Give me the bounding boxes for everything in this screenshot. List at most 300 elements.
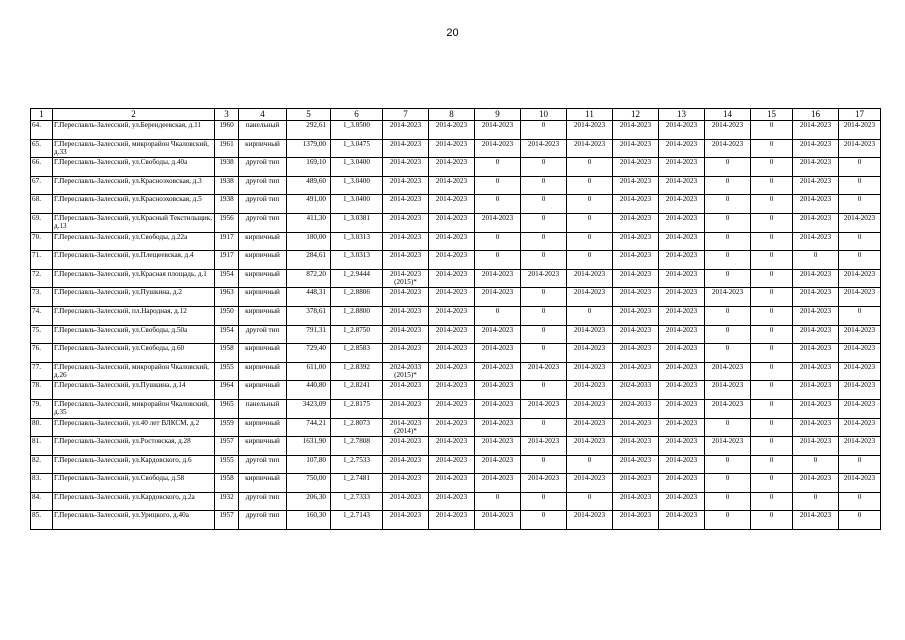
table-row xyxy=(31,362,881,381)
col-14-cell: 0 xyxy=(705,232,751,251)
col-15-cell: 0 xyxy=(751,325,793,344)
col-12-cell: 2014-2023 xyxy=(613,362,659,381)
area-cell: 491,00 xyxy=(287,195,331,214)
priority-index-cell: 1_3.0313 xyxy=(331,232,383,251)
wall-type-cell: кирпичный xyxy=(239,381,287,400)
area-cell: 206,30 xyxy=(287,492,331,511)
col-12-cell: 2014-2023 xyxy=(613,195,659,214)
build-year-cell: 1957 xyxy=(215,511,239,530)
col-11-cell: 0 xyxy=(567,195,613,214)
table-row xyxy=(31,213,881,232)
build-year-cell: 1965 xyxy=(215,399,239,418)
row-number-cell: 80. xyxy=(31,418,53,437)
wall-type-cell: другой тип xyxy=(239,492,287,511)
col-8-cell: 2014-2023 xyxy=(429,269,475,288)
col-13-cell: 2014-2023 xyxy=(659,418,705,437)
col-12-cell: 2014-2023 xyxy=(613,306,659,325)
address-cell: Г.Переславль-Залесский, микрорайон Чкаловский, д.33 xyxy=(53,139,215,158)
row-number-cell: 77. xyxy=(31,362,53,381)
col-13-cell: 2014-2023 xyxy=(659,288,705,307)
col-17-cell: 2014-2023 xyxy=(839,474,881,493)
column-header-10: 10 xyxy=(521,109,567,121)
col-11-cell: 0 xyxy=(567,158,613,177)
col-7-cell: 2014-2023 xyxy=(383,176,429,195)
build-year-cell: 1958 xyxy=(215,474,239,493)
col-15-cell: 0 xyxy=(751,474,793,493)
col-8-cell: 2014-2023 xyxy=(429,213,475,232)
col-17-cell: 2014-2023 xyxy=(839,288,881,307)
col-15-cell: 0 xyxy=(751,139,793,158)
address-cell: Г.Переславль-Залесский, ул.Свободы, д.60 xyxy=(53,344,215,363)
col-16-cell: 2014-2023 xyxy=(793,474,839,493)
address-cell: Г.Переславль-Залесский, ул.Кардовского, д.6 xyxy=(53,455,215,474)
col-9-cell: 0 xyxy=(475,251,521,270)
col-17-cell: 0 xyxy=(839,306,881,325)
col-15-cell: 0 xyxy=(751,251,793,270)
address-cell: Г.Переславль-Залесский, ул.Урицкого, д.40а xyxy=(53,511,215,530)
col-17-cell: 2014-2023 xyxy=(839,213,881,232)
build-year-cell: 1938 xyxy=(215,195,239,214)
col-12-cell: 2014-2023 xyxy=(613,269,659,288)
col-16-cell: 2014-2023 xyxy=(793,344,839,363)
priority-index-cell: 1_3.0400 xyxy=(331,158,383,177)
area-cell: 411,30 xyxy=(287,213,331,232)
col-8-cell: 2014-2023 xyxy=(429,121,475,140)
area-cell: 169,10 xyxy=(287,158,331,177)
column-header-17: 17 xyxy=(839,109,881,121)
col-10-cell: 0 xyxy=(521,511,567,530)
col-7-cell: 2014-2023 xyxy=(383,437,429,456)
col-14-cell: 0 xyxy=(705,344,751,363)
col-12-cell: 2014-2023 xyxy=(613,437,659,456)
col-14-cell: 0 xyxy=(705,474,751,493)
col-10-cell: 0 xyxy=(521,381,567,400)
wall-type-cell: кирпичный xyxy=(239,288,287,307)
col-16-cell: 0 xyxy=(793,251,839,270)
col-7-cell: 2014-2023 xyxy=(383,195,429,214)
col-7-cell: 2024-2033 (2015)* xyxy=(383,362,429,381)
wall-type-cell: кирпичный xyxy=(239,139,287,158)
build-year-cell: 1950 xyxy=(215,306,239,325)
priority-index-cell: 1_3.0400 xyxy=(331,195,383,214)
col-10-cell: 0 xyxy=(521,288,567,307)
build-year-cell: 1955 xyxy=(215,362,239,381)
priority-index-cell: 1_3.0475 xyxy=(331,139,383,158)
col-13-cell: 2014-2023 xyxy=(659,362,705,381)
col-12-cell: 2014-2023 xyxy=(613,213,659,232)
priority-index-cell: 1_3.0400 xyxy=(331,176,383,195)
col-8-cell: 2014-2023 xyxy=(429,251,475,270)
col-11-cell: 0 xyxy=(567,455,613,474)
col-8-cell: 2014-2023 xyxy=(429,232,475,251)
col-8-cell: 2014-2023 xyxy=(429,437,475,456)
table-row xyxy=(31,176,881,195)
col-8-cell: 2014-2023 xyxy=(429,511,475,530)
address-cell: Г.Переславль-Залесский, ул.Красная площадь, д.1 xyxy=(53,269,215,288)
priority-index-cell: 1_2.7333 xyxy=(331,492,383,511)
col-10-cell: 0 xyxy=(521,121,567,140)
col-11-cell: 2014-2023 xyxy=(567,474,613,493)
priority-index-cell: 1_2.8750 xyxy=(331,325,383,344)
col-11-cell: 0 xyxy=(567,213,613,232)
column-header-7: 7 xyxy=(383,109,429,121)
row-number-cell: 73. xyxy=(31,288,53,307)
col-9-cell: 2014-2023 xyxy=(475,288,521,307)
build-year-cell: 1964 xyxy=(215,381,239,400)
col-15-cell: 0 xyxy=(751,492,793,511)
header-row xyxy=(31,109,881,121)
col-17-cell: 0 xyxy=(839,176,881,195)
address-cell: Г.Переславль-Залесский, ул.Плещеевская, д.4 xyxy=(53,251,215,270)
wall-type-cell: кирпичный xyxy=(239,306,287,325)
table-row xyxy=(31,195,881,214)
col-8-cell: 2014-2023 xyxy=(429,362,475,381)
column-header-2: 2 xyxy=(53,109,215,121)
table-row xyxy=(31,437,881,456)
col-8-cell: 2014-2023 xyxy=(429,158,475,177)
row-number-cell: 85. xyxy=(31,511,53,530)
col-8-cell: 2014-2023 xyxy=(429,288,475,307)
col-9-cell: 2014-2023 xyxy=(475,474,521,493)
col-12-cell: 2014-2023 xyxy=(613,418,659,437)
build-year-cell: 1958 xyxy=(215,344,239,363)
col-10-cell: 2014-2023 xyxy=(521,399,567,418)
col-11-cell: 0 xyxy=(567,306,613,325)
column-header-9: 9 xyxy=(475,109,521,121)
col-13-cell: 2014-2023 xyxy=(659,437,705,456)
column-header-4: 4 xyxy=(239,109,287,121)
col-11-cell: 2014-2023 xyxy=(567,344,613,363)
build-year-cell: 1957 xyxy=(215,437,239,456)
col-16-cell: 2014-2023 xyxy=(793,306,839,325)
col-13-cell: 2014-2023 xyxy=(659,251,705,270)
col-8-cell: 2014-2023 xyxy=(429,381,475,400)
col-8-cell: 2014-2023 xyxy=(429,325,475,344)
col-14-cell: 2014-2023 xyxy=(705,362,751,381)
col-11-cell: 0 xyxy=(567,176,613,195)
address-cell: Г.Переславль-Залесский, ул.Пушкина, д.14 xyxy=(53,381,215,400)
build-year-cell: 1959 xyxy=(215,418,239,437)
row-number-cell: 81. xyxy=(31,437,53,456)
col-15-cell: 0 xyxy=(751,195,793,214)
column-header-8: 8 xyxy=(429,109,475,121)
col-9-cell: 0 xyxy=(475,195,521,214)
col-16-cell: 2014-2023 xyxy=(793,381,839,400)
row-number-cell: 75. xyxy=(31,325,53,344)
col-9-cell: 2014-2023 xyxy=(475,213,521,232)
col-8-cell: 2014-2023 xyxy=(429,195,475,214)
col-13-cell: 2014-2023 xyxy=(659,455,705,474)
col-8-cell: 2014-2023 xyxy=(429,139,475,158)
row-number-cell: 76. xyxy=(31,344,53,363)
area-cell: 1379,00 xyxy=(287,139,331,158)
col-9-cell: 2014-2023 xyxy=(475,381,521,400)
table-row xyxy=(31,511,881,530)
table-row xyxy=(31,325,881,344)
table-row xyxy=(31,139,881,158)
col-14-cell: 2014-2023 xyxy=(705,399,751,418)
col-13-cell: 2014-2023 xyxy=(659,269,705,288)
col-9-cell: 0 xyxy=(475,176,521,195)
area-cell: 440,80 xyxy=(287,381,331,400)
column-header-5: 5 xyxy=(287,109,331,121)
col-16-cell: 2014-2023 xyxy=(793,399,839,418)
col-8-cell: 2014-2023 xyxy=(429,306,475,325)
col-7-cell: 2014-2023 xyxy=(383,306,429,325)
address-cell: Г.Переславль-Залесский, микрорайон Чкаловский, д.26 xyxy=(53,362,215,381)
col-11-cell: 0 xyxy=(567,232,613,251)
col-10-cell: 0 xyxy=(521,158,567,177)
wall-type-cell: другой тип xyxy=(239,195,287,214)
col-7-cell: 2014-2023 (2015)* xyxy=(383,269,429,288)
col-14-cell: 2014-2023 xyxy=(705,288,751,307)
col-15-cell: 0 xyxy=(751,344,793,363)
col-12-cell: 2014-2023 xyxy=(613,474,659,493)
wall-type-cell: кирпичный xyxy=(239,418,287,437)
col-9-cell: 2014-2023 xyxy=(475,121,521,140)
priority-index-cell: 1_3.0500 xyxy=(331,121,383,140)
col-16-cell: 2014-2023 xyxy=(793,325,839,344)
col-15-cell: 0 xyxy=(751,213,793,232)
col-14-cell: 2014-2023 xyxy=(705,437,751,456)
address-cell: Г.Переславль-Залесский, ул.Ростовская, д.28 xyxy=(53,437,215,456)
col-17-cell: 2014-2023 xyxy=(839,344,881,363)
area-cell: 284,61 xyxy=(287,251,331,270)
col-11-cell: 2014-2023 xyxy=(567,437,613,456)
col-9-cell: 0 xyxy=(475,158,521,177)
col-12-cell: 2014-2023 xyxy=(613,344,659,363)
col-9-cell: 2014-2023 xyxy=(475,362,521,381)
col-15-cell: 0 xyxy=(751,437,793,456)
col-13-cell: 2014-2023 xyxy=(659,399,705,418)
row-number-cell: 82. xyxy=(31,455,53,474)
column-header-12: 12 xyxy=(613,109,659,121)
wall-type-cell: кирпичный xyxy=(239,232,287,251)
col-8-cell: 2014-2023 xyxy=(429,399,475,418)
row-number-cell: 67. xyxy=(31,176,53,195)
col-16-cell: 2014-2023 xyxy=(793,269,839,288)
row-number-cell: 72. xyxy=(31,269,53,288)
col-12-cell: 2014-2023 xyxy=(613,455,659,474)
priority-index-cell: 1_2.8392 xyxy=(331,362,383,381)
col-11-cell: 2014-2023 xyxy=(567,381,613,400)
col-13-cell: 2014-2023 xyxy=(659,325,705,344)
col-15-cell: 0 xyxy=(751,418,793,437)
col-9-cell: 2014-2023 xyxy=(475,455,521,474)
row-number-cell: 74. xyxy=(31,306,53,325)
wall-type-cell: другой тип xyxy=(239,325,287,344)
priority-index-cell: 1_2.8241 xyxy=(331,381,383,400)
address-cell: Г.Переславль-Залесский, ул.Красноэховская, д.3 xyxy=(53,176,215,195)
address-cell: Г.Переславль-Залесский, ул.Кардовского, д.2а xyxy=(53,492,215,511)
col-17-cell: 2014-2023 xyxy=(839,269,881,288)
col-7-cell: 2014-2023 xyxy=(383,158,429,177)
table-row xyxy=(31,306,881,325)
area-cell: 160,30 xyxy=(287,511,331,530)
col-14-cell: 2014-2023 xyxy=(705,381,751,400)
col-10-cell: 0 xyxy=(521,325,567,344)
column-header-16: 16 xyxy=(793,109,839,121)
col-15-cell: 0 xyxy=(751,306,793,325)
col-13-cell: 2014-2023 xyxy=(659,511,705,530)
col-14-cell: 0 xyxy=(705,269,751,288)
wall-type-cell: кирпичный xyxy=(239,251,287,270)
col-7-cell: 2014-2023 xyxy=(383,251,429,270)
wall-type-cell: панельный xyxy=(239,399,287,418)
area-cell: 750,00 xyxy=(287,474,331,493)
table-row xyxy=(31,269,881,288)
build-year-cell: 1917 xyxy=(215,232,239,251)
build-year-cell: 1961 xyxy=(215,139,239,158)
priority-index-cell: 1_2.8175 xyxy=(331,399,383,418)
col-16-cell: 2014-2023 xyxy=(793,418,839,437)
row-number-cell: 84. xyxy=(31,492,53,511)
col-12-cell: 2014-2023 xyxy=(613,121,659,140)
col-12-cell: 2014-2023 xyxy=(613,288,659,307)
col-13-cell: 2014-2023 xyxy=(659,492,705,511)
col-8-cell: 2014-2023 xyxy=(429,492,475,511)
table-row xyxy=(31,455,881,474)
col-11-cell: 2014-2023 xyxy=(567,511,613,530)
col-15-cell: 0 xyxy=(751,158,793,177)
col-12-cell: 2014-2023 xyxy=(613,325,659,344)
priority-index-cell: 1_2.8806 xyxy=(331,288,383,307)
col-7-cell: 2014-2023 xyxy=(383,474,429,493)
col-16-cell: 2014-2023 xyxy=(793,139,839,158)
col-11-cell: 0 xyxy=(567,492,613,511)
col-7-cell: 2014-2023 xyxy=(383,232,429,251)
col-9-cell: 2014-2023 xyxy=(475,399,521,418)
area-cell: 611,00 xyxy=(287,362,331,381)
col-15-cell: 0 xyxy=(751,511,793,530)
priority-index-cell: 1_2.7481 xyxy=(331,474,383,493)
table-row xyxy=(31,251,881,270)
wall-type-cell: другой тип xyxy=(239,511,287,530)
priority-index-cell: 1_2.7808 xyxy=(331,437,383,456)
col-13-cell: 2014-2023 xyxy=(659,195,705,214)
col-8-cell: 2014-2023 xyxy=(429,455,475,474)
col-16-cell: 2014-2023 xyxy=(793,121,839,140)
col-7-cell: 2014-2023 xyxy=(383,511,429,530)
col-16-cell: 2014-2023 xyxy=(793,195,839,214)
col-11-cell: 2014-2023 xyxy=(567,325,613,344)
col-17-cell: 0 xyxy=(839,251,881,270)
column-header-6: 6 xyxy=(331,109,383,121)
col-17-cell: 2014-2023 xyxy=(839,437,881,456)
col-16-cell: 2014-2023 xyxy=(793,288,839,307)
col-9-cell: 0 xyxy=(475,232,521,251)
table-row xyxy=(31,344,881,363)
col-15-cell: 0 xyxy=(751,381,793,400)
col-13-cell: 2014-2023 xyxy=(659,176,705,195)
priority-index-cell: 1_3.0313 xyxy=(331,251,383,270)
col-7-cell: 2014-2023 xyxy=(383,381,429,400)
area-cell: 107,80 xyxy=(287,455,331,474)
priority-index-cell: 1_2.7143 xyxy=(331,511,383,530)
col-10-cell: 0 xyxy=(521,195,567,214)
col-16-cell: 0 xyxy=(793,492,839,511)
area-cell: 872,20 xyxy=(287,269,331,288)
col-16-cell: 0 xyxy=(793,455,839,474)
col-11-cell: 2014-2023 xyxy=(567,121,613,140)
area-cell: 729,40 xyxy=(287,344,331,363)
build-year-cell: 1956 xyxy=(215,213,239,232)
table-row xyxy=(31,288,881,307)
column-header-3: 3 xyxy=(215,109,239,121)
col-10-cell: 0 xyxy=(521,455,567,474)
col-17-cell: 0 xyxy=(839,492,881,511)
col-12-cell: 2014-2023 xyxy=(613,232,659,251)
wall-type-cell: другой тип xyxy=(239,158,287,177)
row-number-cell: 69. xyxy=(31,213,53,232)
col-17-cell: 2014-2023 xyxy=(839,362,881,381)
table-row xyxy=(31,381,881,400)
col-11-cell: 2014-2023 xyxy=(567,362,613,381)
row-number-cell: 65. xyxy=(31,139,53,158)
address-cell: Г.Переславль-Залесский, ул.Свободы, д.22а xyxy=(53,232,215,251)
col-12-cell: 2014-2023 xyxy=(613,492,659,511)
area-cell: 489,60 xyxy=(287,176,331,195)
col-13-cell: 2014-2023 xyxy=(659,139,705,158)
col-16-cell: 2014-2023 xyxy=(793,213,839,232)
col-15-cell: 0 xyxy=(751,455,793,474)
area-cell: 180,00 xyxy=(287,232,331,251)
table-row xyxy=(31,492,881,511)
page-number: 20 xyxy=(446,27,459,39)
col-14-cell: 0 xyxy=(705,213,751,232)
table-row xyxy=(31,418,881,437)
col-13-cell: 2014-2023 xyxy=(659,381,705,400)
col-14-cell: 0 xyxy=(705,195,751,214)
build-year-cell: 1938 xyxy=(215,176,239,195)
col-13-cell: 2014-2023 xyxy=(659,344,705,363)
housing-register-table xyxy=(30,108,881,530)
col-15-cell: 0 xyxy=(751,121,793,140)
column-header-15: 15 xyxy=(751,109,793,121)
col-15-cell: 0 xyxy=(751,176,793,195)
col-17-cell: 0 xyxy=(839,455,881,474)
col-10-cell: 2014-2023 xyxy=(521,362,567,381)
col-8-cell: 2014-2023 xyxy=(429,474,475,493)
area-cell: 292,61 xyxy=(287,121,331,140)
col-7-cell: 2014-2023 xyxy=(383,288,429,307)
col-13-cell: 2014-2023 xyxy=(659,213,705,232)
build-year-cell: 1963 xyxy=(215,288,239,307)
col-16-cell: 2014-2023 xyxy=(793,437,839,456)
col-14-cell: 0 xyxy=(705,251,751,270)
wall-type-cell: другой тип xyxy=(239,176,287,195)
col-9-cell: 2014-2023 xyxy=(475,437,521,456)
area-cell: 1631,90 xyxy=(287,437,331,456)
col-17-cell: 2014-2023 xyxy=(839,139,881,158)
col-15-cell: 0 xyxy=(751,232,793,251)
table-row xyxy=(31,474,881,493)
build-year-cell: 1932 xyxy=(215,492,239,511)
address-cell: Г.Переславль-Залесский, микрорайон Чкаловский, д.35 xyxy=(53,399,215,418)
col-9-cell: 2014-2023 xyxy=(475,269,521,288)
wall-type-cell: кирпичный xyxy=(239,269,287,288)
col-10-cell: 0 xyxy=(521,418,567,437)
col-15-cell: 0 xyxy=(751,362,793,381)
col-9-cell: 0 xyxy=(475,306,521,325)
col-16-cell: 2014-2023 xyxy=(793,511,839,530)
row-number-cell: 83. xyxy=(31,474,53,493)
col-15-cell: 0 xyxy=(751,399,793,418)
col-14-cell: 0 xyxy=(705,176,751,195)
col-17-cell: 2014-2023 xyxy=(839,381,881,400)
priority-index-cell: 1_2.8073 xyxy=(331,418,383,437)
table-row xyxy=(31,232,881,251)
